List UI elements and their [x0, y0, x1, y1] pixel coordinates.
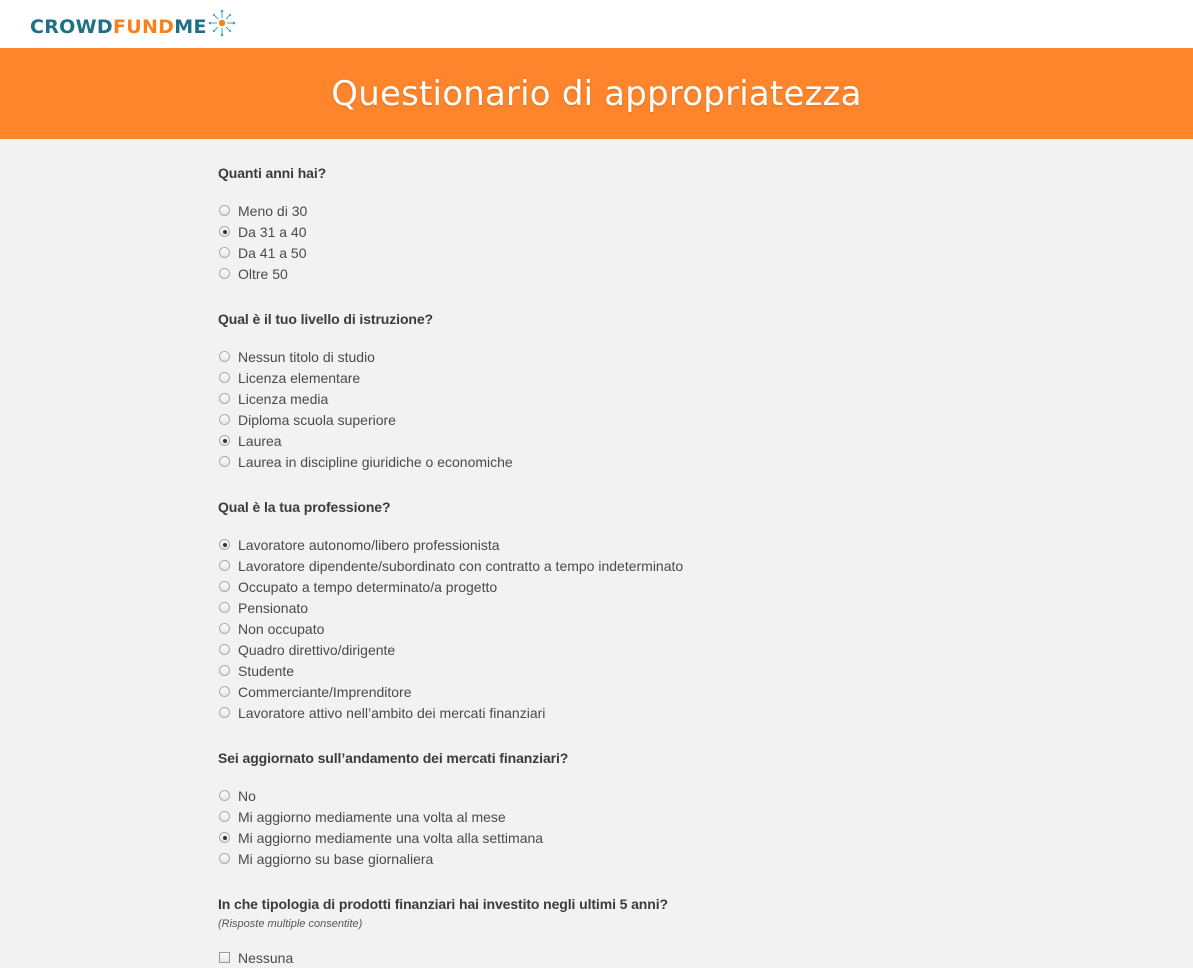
- option-education-elementary[interactable]: [218, 367, 1018, 388]
- question-title: Quanti anni hai?: [218, 165, 327, 181]
- option-label: Oltre 50: [238, 265, 288, 282]
- option-label: Licenza media: [238, 390, 329, 407]
- option-label: Mi aggiorno su base giornaliera: [238, 850, 434, 867]
- option-label: Nessun titolo di studio: [238, 348, 375, 365]
- option-education-none[interactable]: [218, 346, 1018, 367]
- option-profession-entrepreneur[interactable]: [218, 681, 1018, 702]
- top-bar: [0, 0, 1193, 48]
- page-title: Questionario di appropriatezza: [331, 73, 862, 114]
- radio-button[interactable]: [219, 811, 230, 822]
- question-title: Qual è la tua professione?: [218, 499, 391, 515]
- option-label: Nessuna: [238, 949, 294, 966]
- option-education-middle[interactable]: [218, 388, 1018, 409]
- logo-text-crowd: CROWD: [30, 15, 113, 38]
- option-label: Pensionato: [238, 599, 309, 616]
- question-market-updates: [218, 749, 1018, 869]
- option-education-law-economics-degree[interactable]: [218, 451, 1018, 472]
- market-updates-options: [218, 785, 1018, 869]
- option-profession-retired[interactable]: [218, 597, 1018, 618]
- option-updates-monthly[interactable]: [218, 806, 1018, 827]
- option-profession-financial-markets[interactable]: [218, 702, 1018, 723]
- option-investments-none[interactable]: [218, 947, 1018, 968]
- title-banner: [0, 48, 1193, 139]
- option-label: Occupato a tempo determinato/a progetto: [238, 578, 498, 595]
- option-label: Lavoratore dipendente/subordinato con contratto a tempo indeterminato: [238, 557, 684, 574]
- question-age: [218, 164, 1018, 284]
- education-options: [218, 346, 1018, 472]
- option-label: Licenza elementare: [238, 369, 361, 386]
- option-label: No: [238, 787, 256, 804]
- option-updates-no[interactable]: [218, 785, 1018, 806]
- radio-button[interactable]: [219, 268, 230, 279]
- option-profession-unemployed[interactable]: [218, 618, 1018, 639]
- radio-button[interactable]: [219, 581, 230, 592]
- option-profession-self-employed[interactable]: [218, 534, 1018, 555]
- option-label: Mi aggiorno mediamente una volta al mese: [238, 808, 506, 825]
- radio-button[interactable]: [219, 247, 230, 258]
- option-profession-manager[interactable]: [218, 639, 1018, 660]
- option-label: Laurea: [238, 432, 282, 449]
- logo-text-me: ME: [174, 15, 207, 38]
- investments-options: [218, 947, 1018, 968]
- age-options: [218, 200, 1018, 284]
- radio-button[interactable]: [219, 456, 230, 467]
- radio-button[interactable]: [219, 623, 230, 634]
- option-label: Non occupato: [238, 620, 325, 637]
- option-profession-permanent-employee[interactable]: [218, 555, 1018, 576]
- option-label: Mi aggiorno mediamente una volta alla settimana: [238, 829, 544, 846]
- option-updates-weekly[interactable]: [218, 827, 1018, 848]
- radio-button[interactable]: [219, 351, 230, 362]
- option-label: Studente: [238, 662, 295, 679]
- option-updates-daily[interactable]: [218, 848, 1018, 869]
- option-label: Quadro direttivo/dirigente: [238, 641, 396, 658]
- radio-button[interactable]: [219, 435, 230, 446]
- option-age-under-30[interactable]: [218, 200, 1018, 221]
- option-education-degree[interactable]: [218, 430, 1018, 451]
- radio-button[interactable]: [219, 790, 230, 801]
- question-title: Qual è il tuo livello di istruzione?: [218, 311, 433, 327]
- option-label: Meno di 30: [238, 202, 308, 219]
- radio-button[interactable]: [219, 205, 230, 216]
- question-note: (Risposte multiple consentite): [218, 918, 363, 930]
- radio-button[interactable]: [219, 644, 230, 655]
- checkbox[interactable]: [219, 952, 230, 963]
- option-label: Da 41 a 50: [238, 244, 307, 261]
- radio-button[interactable]: [219, 226, 230, 237]
- radio-button[interactable]: [219, 372, 230, 383]
- option-label: Lavoratore attivo nell’ambito dei mercati finanziari: [238, 704, 546, 721]
- radio-button[interactable]: [219, 414, 230, 425]
- option-label: Commerciante/Imprenditore: [238, 683, 412, 700]
- radio-button[interactable]: [219, 393, 230, 404]
- question-education: [218, 310, 1018, 472]
- questionnaire-form: [218, 139, 1018, 968]
- option-label: Laurea in discipline giuridiche o economiche: [238, 453, 513, 470]
- question-title: Sei aggiornato sull’andamento dei mercati finanziari?: [218, 750, 569, 766]
- question-investments: [218, 895, 1018, 968]
- radio-button[interactable]: [219, 539, 230, 550]
- option-age-41-50[interactable]: [218, 242, 1018, 263]
- profession-options: [218, 534, 1018, 723]
- radio-button[interactable]: [219, 560, 230, 571]
- option-profession-student[interactable]: [218, 660, 1018, 681]
- option-age-over-50[interactable]: [218, 263, 1018, 284]
- radio-button[interactable]: [219, 602, 230, 613]
- option-age-31-40[interactable]: [218, 221, 1018, 242]
- question-title: In che tipologia di prodotti finanziari hai investito negli ultimi 5 anni?: [218, 896, 668, 912]
- radio-button[interactable]: [219, 707, 230, 718]
- option-profession-fixed-term[interactable]: [218, 576, 1018, 597]
- crowdfundme-logo[interactable]: [30, 11, 236, 42]
- question-profession: [218, 498, 1018, 723]
- option-label: Lavoratore autonomo/libero professionista: [238, 536, 500, 553]
- logo-text-fund: FUND: [112, 15, 175, 38]
- option-label: Da 31 a 40: [238, 223, 307, 240]
- option-education-high-school[interactable]: [218, 409, 1018, 430]
- option-label: Diploma scuola superiore: [238, 411, 396, 428]
- radio-button[interactable]: [219, 686, 230, 697]
- radio-button[interactable]: [219, 665, 230, 676]
- starburst-icon: [208, 9, 236, 42]
- radio-button[interactable]: [219, 853, 230, 864]
- radio-button[interactable]: [219, 832, 230, 843]
